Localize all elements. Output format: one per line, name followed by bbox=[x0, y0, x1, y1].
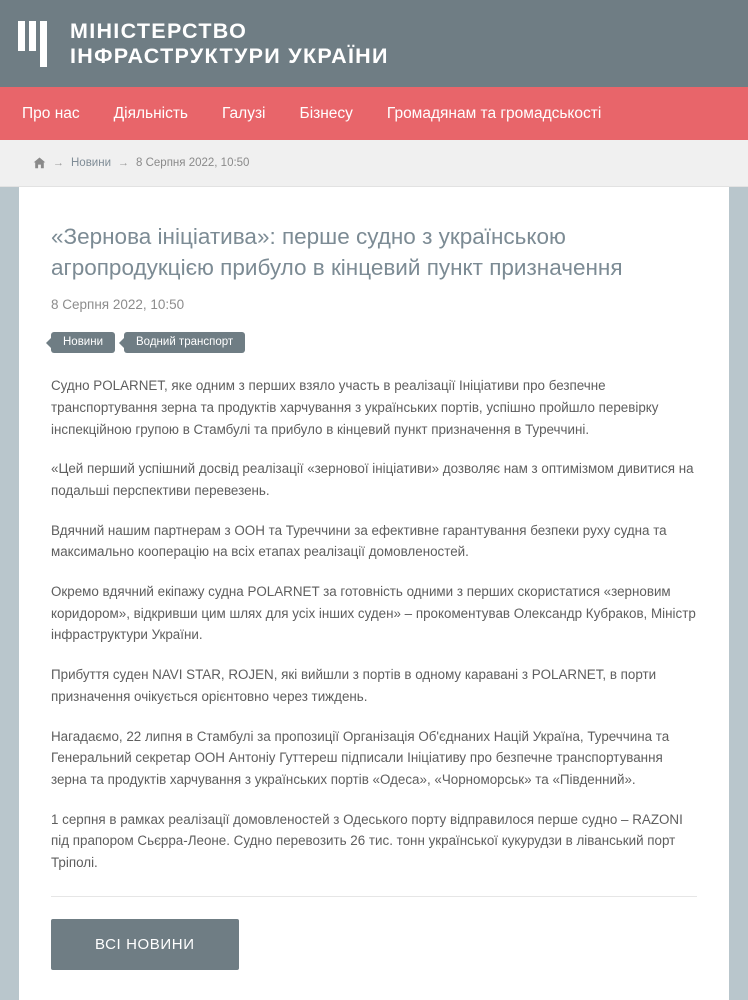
page-title: «Зернова ініціатива»: перше судно з українською агропродукцією прибуло в кінцевий пункт призначення bbox=[51, 224, 623, 281]
article-paragraph: Нагадаємо, 22 липня в Стамбулі за пропозиції Організація Об'єднаних Націй Україна, Туреччина та Генеральний секретар ООН Антоніу Гуттереш підписали Ініціативу про безпечне транспортування зерна та продуктів харчування з українських портів «Одеса», «Чорноморськ» та «Південний». bbox=[51, 728, 670, 787]
article-paragraph: Прибуття суден NAVI STAR, ROJEN, які вийшли з портів в одному каравані з POLARNET, в порти призначення очікується орієнтовно через тиждень. bbox=[51, 667, 657, 704]
logo-line-1: МІНІСТЕРСТВО bbox=[70, 19, 248, 44]
logo-text bbox=[70, 19, 389, 67]
tag-list bbox=[51, 332, 697, 353]
site-logo[interactable] bbox=[18, 19, 389, 67]
logo-line-2: ІНФРАСТРУКТУРИ УКРАЇНИ bbox=[70, 43, 389, 68]
nav-item-business[interactable]: Бізнесу bbox=[299, 104, 353, 122]
article-date: 8 Серпня 2022, 10:50 bbox=[51, 297, 185, 313]
home-icon[interactable] bbox=[33, 157, 46, 169]
nav-item-activity[interactable]: Діяльність bbox=[113, 104, 189, 122]
article-paragraph: Вдячний нашим партнерам з ООН та Туреччини за ефективне гарантування безпеки руху судна та максимально кооперацію на всіх етапах реалізації домовленостей. bbox=[51, 522, 667, 560]
breadcrumb-arrow-2: → bbox=[118, 157, 130, 169]
tag-news[interactable]: Новини bbox=[51, 332, 115, 353]
nav-item-about[interactable]: Про нас bbox=[22, 104, 80, 122]
all-news-button[interactable]: ВСІ НОВИНИ bbox=[51, 919, 239, 970]
article-paragraph: Судно POLARNET, яке одним з перших взяло участь в реалізації Ініціативи про безпечне транспортування зерна та продуктів харчування з українських портів, успішно пройшло перевірку інспекційною групою в Стамбулі та прибуло в кінцевий пункт призначення в Туреччині. bbox=[51, 378, 659, 437]
ministry-logo-icon bbox=[18, 21, 58, 67]
site-header bbox=[0, 0, 748, 87]
breadcrumb bbox=[0, 140, 748, 187]
nav-item-citizens[interactable]: Громадянам та громадськості bbox=[386, 104, 602, 122]
article-paragraph: «Цей перший успішний досвід реалізації «зернової ініціативи» дозволяє нам з оптимізмом дивитися на подальші перспективи перевезень. bbox=[51, 461, 694, 498]
article-footer-actions bbox=[51, 897, 697, 1000]
article-paragraph: Окремо вдячний екіпажу судна POLARNET за готовність одними з перших скористатися «зерновим коридором», відкривши цим шлях для усіх інших суден» – прокоментував Олександр Кубраков, Міністр інфраструктури України. bbox=[51, 584, 696, 643]
breadcrumb-link-news[interactable]: Новини bbox=[71, 157, 112, 169]
breadcrumb-arrow-1: → bbox=[53, 157, 64, 169]
nav-item-branches[interactable]: Галузі bbox=[222, 104, 266, 122]
main-navigation bbox=[0, 87, 748, 140]
article-card bbox=[19, 187, 729, 1000]
tag-water-transport[interactable]: Водний транспорт bbox=[124, 332, 245, 353]
page-body bbox=[0, 187, 748, 1000]
breadcrumb-current: 8 Серпня 2022, 10:50 bbox=[136, 157, 250, 169]
article-paragraph: 1 серпня в рамках реалізації домовленостей з Одеського порту відправилося перше судно – RAZONI під прапором Сьєрра-Леоне. Судно перевозить 26 тис. тонн української кукурудзи в ліванський порт Тріполі. bbox=[51, 811, 683, 871]
